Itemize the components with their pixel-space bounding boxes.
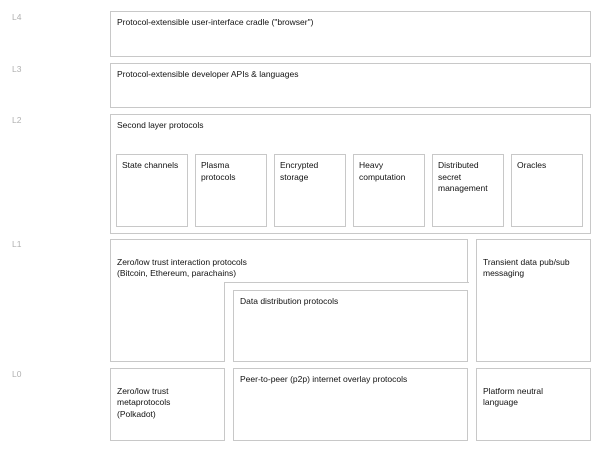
p2p-overlay-box [233,368,468,441]
transient-pubsub-label: Transient data pub/sub messaging [483,256,570,278]
plasma-protocols-box [195,154,267,227]
data-distribution-box [233,290,468,362]
plasma-protocols-label: Plasma protocols [201,160,236,182]
p2p-overlay-label: Peer-to-peer (p2p) internet overlay protocols [240,374,408,384]
platform-language-box [476,368,591,441]
oracles-label: Oracles [517,160,547,170]
oracles-box [511,154,583,227]
state-channels-label: State channels [122,160,179,170]
dev-apis-label: Protocol-extensible developer APIs & languages [117,69,299,79]
encrypted-storage-label: Encrypted storage [280,160,319,182]
layer-label-l1: L1 [12,239,22,249]
platform-language-label: Platform neutral language [483,385,543,407]
encrypted-storage-box [274,154,346,227]
secret-management-label: Distributed secret management [438,160,488,193]
layer-label-l0: L0 [12,369,22,379]
zero-trust-meta-box [110,368,225,441]
heavy-computation-label: Heavy computation [359,160,406,182]
layer-label-l4: L4 [12,12,22,22]
data-distribution-label: Data distribution protocols [240,296,339,306]
zero-trust-interaction-label: Zero/low trust interaction protocols (Bitcoin, Ethereum, parachains) [117,256,247,278]
secret-management-box [432,154,504,227]
l-shape-inner-edge-h [224,282,469,283]
ui-cradle-box [110,11,591,57]
second-layer-label: Second layer protocols [117,120,204,130]
heavy-computation-box [353,154,425,227]
zero-trust-meta-label: Zero/low trust metaprotocols (Polkadot) [117,385,171,419]
l-shape-inner-edge-v [224,282,225,362]
transient-pubsub-box [476,239,591,362]
state-channels-box [116,154,188,227]
dev-apis-box [110,63,591,108]
layer-label-l2: L2 [12,115,22,125]
layer-label-l3: L3 [12,64,22,74]
ui-cradle-label: Protocol-extensible user-interface cradle ("browser") [117,17,314,27]
